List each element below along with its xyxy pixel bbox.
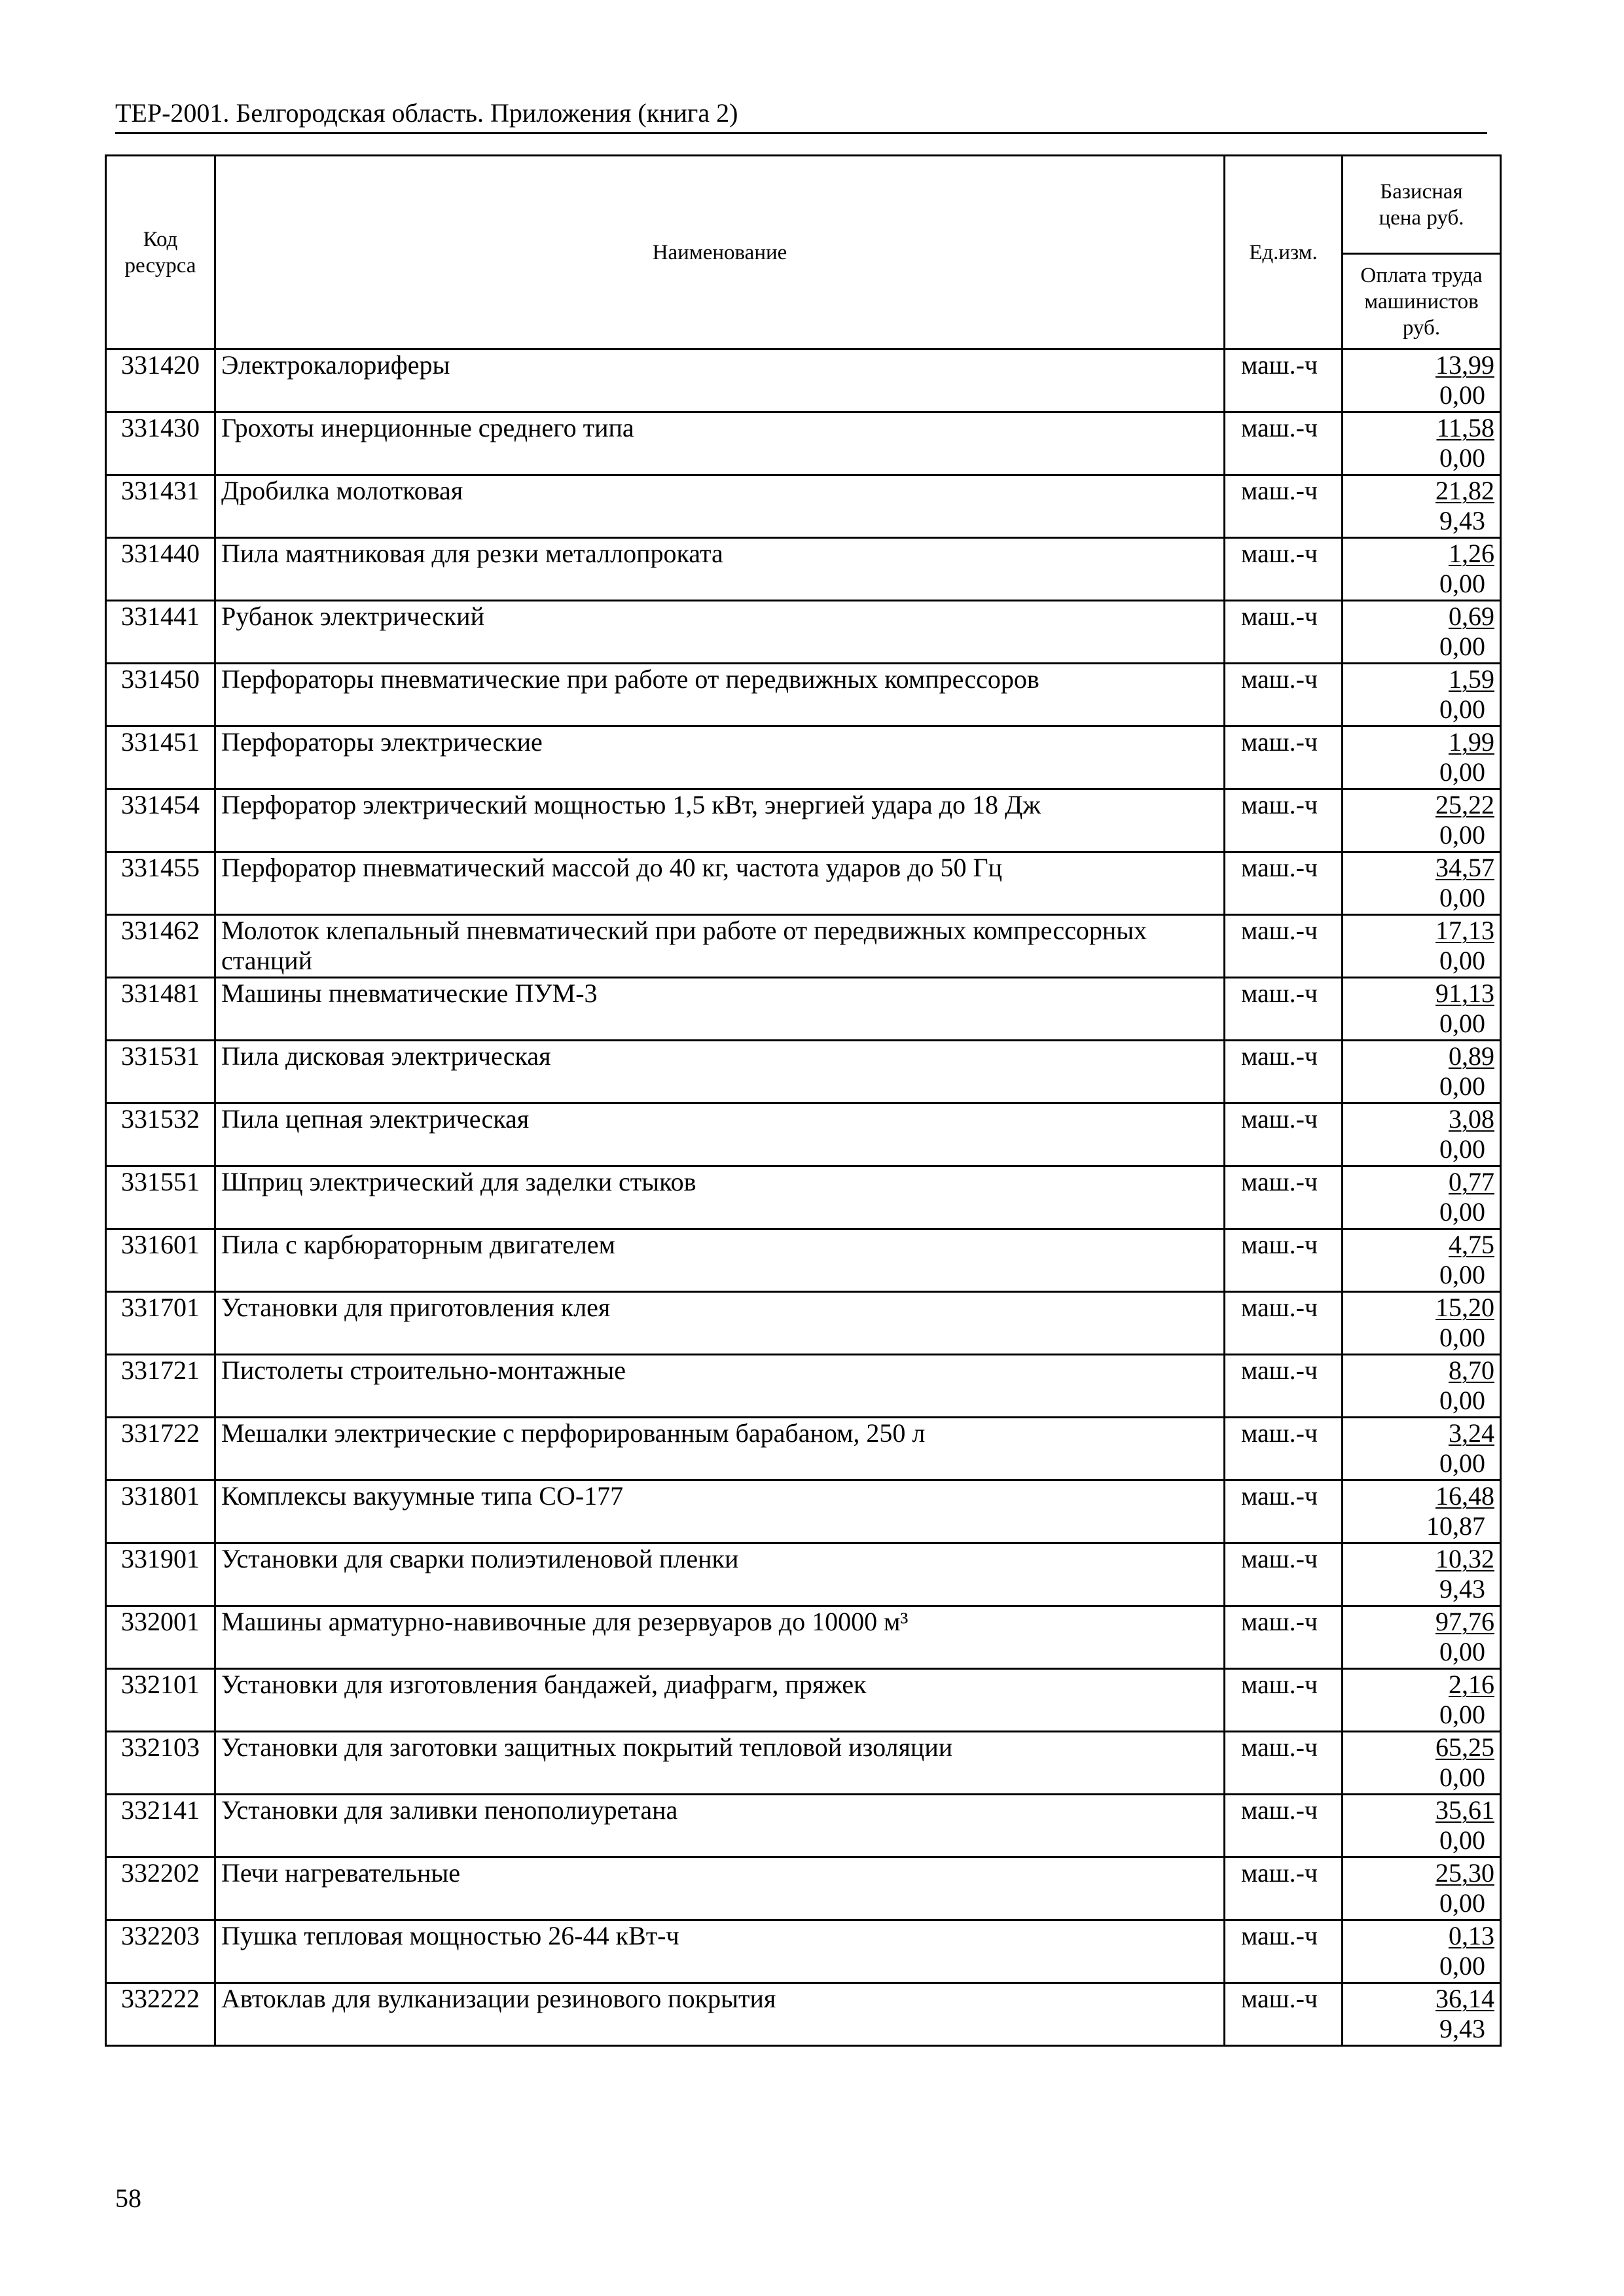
resource-unit: маш.-ч <box>1225 1480 1343 1543</box>
resource-unit: маш.-ч <box>1225 412 1343 475</box>
operator-wage: 0,00 <box>1439 820 1485 850</box>
price-cell <box>1343 1041 1501 1103</box>
resource-code: 331441 <box>106 601 215 664</box>
resource-name: Перфораторы электрические <box>215 726 1225 789</box>
resource-name: Установки для приготовления клея <box>215 1292 1225 1355</box>
resource-code: 331601 <box>106 1229 215 1292</box>
resource-code: 331701 <box>106 1292 215 1355</box>
table-row <box>106 726 1501 789</box>
resource-name: Машины арматурно-навивочные для резервуаров до 10000 м³ <box>215 1606 1225 1669</box>
resource-unit: маш.-ч <box>1225 915 1343 978</box>
operator-wage: 9,43 <box>1439 1574 1485 1604</box>
resource-unit: маш.-ч <box>1225 852 1343 915</box>
price-cell <box>1343 350 1501 412</box>
table-body <box>106 350 1501 2046</box>
price-cell <box>1343 1983 1501 2046</box>
header-wage: Оплата труда машинистов руб. <box>1343 254 1501 350</box>
resource-name: Пушка тепловая мощностью 26-44 кВт-ч <box>215 1920 1225 1983</box>
header-name: Наименование <box>215 156 1225 350</box>
resource-name: Дробилка молотковая <box>215 475 1225 538</box>
base-price: 17,13 <box>1435 916 1494 945</box>
resource-name: Установки для заготовки защитных покрытий тепловой изоляции <box>215 1732 1225 1795</box>
resource-unit: маш.-ч <box>1225 664 1343 726</box>
resource-code: 331532 <box>106 1103 215 1166</box>
resource-name: Пила дисковая электрическая <box>215 1041 1225 1103</box>
resource-name: Установки для изготовления бандажей, диафрагм, пряжек <box>215 1669 1225 1732</box>
table-row <box>106 1795 1501 1857</box>
price-cell <box>1343 1857 1501 1920</box>
table-row <box>106 1292 1501 1355</box>
resource-code: 331722 <box>106 1418 215 1480</box>
resource-code: 331450 <box>106 664 215 726</box>
table-row <box>106 412 1501 475</box>
base-price: 16,48 <box>1435 1481 1494 1511</box>
table-row <box>106 1920 1501 1983</box>
price-cell <box>1343 915 1501 978</box>
table-row <box>106 475 1501 538</box>
resource-unit: маш.-ч <box>1225 1355 1343 1418</box>
resource-name: Грохоты инерционные среднего типа <box>215 412 1225 475</box>
price-cell <box>1343 1480 1501 1543</box>
base-price: 25,30 <box>1435 1858 1494 1888</box>
price-cell <box>1343 538 1501 601</box>
resource-name: Машины пневматические ПУМ-3 <box>215 978 1225 1041</box>
table-row <box>106 1418 1501 1480</box>
table-row <box>106 1041 1501 1103</box>
resource-code: 331481 <box>106 978 215 1041</box>
base-price: 0,69 <box>1449 601 1494 631</box>
resource-code: 331551 <box>106 1166 215 1229</box>
resource-name: Пистолеты строительно-монтажные <box>215 1355 1225 1418</box>
resource-unit: маш.-ч <box>1225 1041 1343 1103</box>
resource-code: 331454 <box>106 789 215 852</box>
operator-wage: 0,00 <box>1439 1951 1485 1981</box>
base-price: 65,25 <box>1435 1732 1494 1762</box>
resource-code: 331440 <box>106 538 215 601</box>
table-row <box>106 852 1501 915</box>
operator-wage: 0,00 <box>1439 380 1485 410</box>
operator-wage: 0,00 <box>1439 1888 1485 1918</box>
operator-wage: 9,43 <box>1439 2014 1485 2043</box>
base-price: 34,57 <box>1435 853 1494 882</box>
base-price: 97,76 <box>1435 1607 1494 1636</box>
resource-unit: маш.-ч <box>1225 475 1343 538</box>
base-price: 21,82 <box>1435 476 1494 505</box>
table-row <box>106 1857 1501 1920</box>
document-title: ТЕР-2001. Белгородская область. Приложения (книга 2) <box>115 98 738 128</box>
operator-wage: 0,00 <box>1439 1071 1485 1101</box>
price-cell <box>1343 1543 1501 1606</box>
base-price: 11,58 <box>1436 413 1494 442</box>
operator-wage: 0,00 <box>1439 569 1485 598</box>
base-price: 91,13 <box>1435 978 1494 1008</box>
header-base-price: Базисная цена руб. <box>1343 156 1501 254</box>
resource-code: 332101 <box>106 1669 215 1732</box>
resource-unit: маш.-ч <box>1225 1418 1343 1480</box>
table-row <box>106 915 1501 978</box>
table-header <box>106 156 1501 350</box>
resource-code: 331451 <box>106 726 215 789</box>
price-cell <box>1343 1292 1501 1355</box>
resource-code: 331420 <box>106 350 215 412</box>
operator-wage: 0,00 <box>1439 1763 1485 1792</box>
table-row <box>106 1669 1501 1732</box>
table-row <box>106 1229 1501 1292</box>
base-price: 10,32 <box>1435 1544 1494 1573</box>
resource-name: Печи нагревательные <box>215 1857 1225 1920</box>
resource-name: Пила маятниковая для резки металлопроката <box>215 538 1225 601</box>
resource-table-container <box>105 154 1502 2047</box>
resource-unit: маш.-ч <box>1225 350 1343 412</box>
price-cell <box>1343 726 1501 789</box>
base-price: 25,22 <box>1435 790 1494 819</box>
table-row <box>106 1983 1501 2046</box>
base-price: 0,89 <box>1449 1041 1494 1071</box>
header-code: Код ресурса <box>106 156 215 350</box>
base-price: 3,24 <box>1449 1418 1494 1448</box>
resource-name: Мешалки электрические с перфорированным барабаном, 250 л <box>215 1418 1225 1480</box>
resource-name: Перфоратор пневматический массой до 40 кг, частота ударов до 50 Гц <box>215 852 1225 915</box>
table-row <box>106 1732 1501 1795</box>
resource-unit: маш.-ч <box>1225 1857 1343 1920</box>
resource-code: 331431 <box>106 475 215 538</box>
operator-wage: 0,00 <box>1439 632 1485 661</box>
resource-unit: маш.-ч <box>1225 1166 1343 1229</box>
operator-wage: 9,43 <box>1439 506 1485 535</box>
resource-code: 332001 <box>106 1606 215 1669</box>
resource-code: 332103 <box>106 1732 215 1795</box>
table-row <box>106 978 1501 1041</box>
price-cell <box>1343 601 1501 664</box>
base-price: 13,99 <box>1435 350 1494 380</box>
table-row <box>106 1543 1501 1606</box>
base-price: 0,13 <box>1449 1921 1494 1950</box>
resource-name: Перфоратор электрический мощностью 1,5 кВт, энергией удара до 18 Дж <box>215 789 1225 852</box>
resource-unit: маш.-ч <box>1225 1983 1343 2046</box>
resource-unit: маш.-ч <box>1225 538 1343 601</box>
resource-code: 332141 <box>106 1795 215 1857</box>
operator-wage: 0,00 <box>1439 1323 1485 1352</box>
table-row <box>106 538 1501 601</box>
price-cell <box>1343 1103 1501 1166</box>
resource-name: Установки для заливки пенополиуретана <box>215 1795 1225 1857</box>
table-row <box>106 664 1501 726</box>
resource-code: 332222 <box>106 1983 215 2046</box>
resource-unit: маш.-ч <box>1225 1543 1343 1606</box>
price-cell <box>1343 1418 1501 1480</box>
operator-wage: 10,87 <box>1426 1511 1485 1541</box>
resource-code: 331801 <box>106 1480 215 1543</box>
resource-unit: маш.-ч <box>1225 1606 1343 1669</box>
resource-name: Автоклав для вулканизации резинового покрытия <box>215 1983 1225 2046</box>
resource-name: Рубанок электрический <box>215 601 1225 664</box>
price-cell <box>1343 1229 1501 1292</box>
operator-wage: 0,00 <box>1439 1825 1485 1855</box>
price-cell <box>1343 664 1501 726</box>
operator-wage: 0,00 <box>1439 1009 1485 1038</box>
resource-name: Молоток клепальный пневматический при работе от передвижных компрессорных станций <box>215 915 1225 978</box>
resource-name: Установки для сварки полиэтиленовой пленки <box>215 1543 1225 1606</box>
price-cell <box>1343 789 1501 852</box>
resource-unit: маш.-ч <box>1225 1732 1343 1795</box>
header-unit: Ед.изм. <box>1225 156 1343 350</box>
table-row <box>106 1103 1501 1166</box>
resource-unit: маш.-ч <box>1225 1103 1343 1166</box>
base-price: 2,16 <box>1449 1670 1494 1699</box>
base-price: 1,26 <box>1449 539 1494 568</box>
table-row <box>106 350 1501 412</box>
resource-code: 331721 <box>106 1355 215 1418</box>
operator-wage: 0,00 <box>1439 1637 1485 1666</box>
table-row <box>106 789 1501 852</box>
table-row <box>106 1166 1501 1229</box>
resource-unit: маш.-ч <box>1225 789 1343 852</box>
operator-wage: 0,00 <box>1439 946 1485 975</box>
resource-name: Комплексы вакуумные типа СО-177 <box>215 1480 1225 1543</box>
base-price: 3,08 <box>1449 1104 1494 1134</box>
page-number: 58 <box>115 2183 141 2213</box>
resource-unit: маш.-ч <box>1225 1292 1343 1355</box>
operator-wage: 0,00 <box>1439 1700 1485 1729</box>
resource-name: Электрокалориферы <box>215 350 1225 412</box>
price-cell <box>1343 1669 1501 1732</box>
table-row <box>106 1355 1501 1418</box>
base-price: 35,61 <box>1435 1795 1494 1825</box>
resource-name: Шприц электрический для заделки стыков <box>215 1166 1225 1229</box>
resource-unit: маш.-ч <box>1225 601 1343 664</box>
price-cell <box>1343 475 1501 538</box>
price-cell <box>1343 1606 1501 1669</box>
resource-unit: маш.-ч <box>1225 1669 1343 1732</box>
table-row <box>106 1480 1501 1543</box>
base-price: 1,59 <box>1449 664 1494 694</box>
operator-wage: 0,00 <box>1439 1197 1485 1227</box>
price-cell <box>1343 1355 1501 1418</box>
operator-wage: 0,00 <box>1439 757 1485 787</box>
operator-wage: 0,00 <box>1439 1448 1485 1478</box>
price-cell <box>1343 1795 1501 1857</box>
resource-name: Пила цепная электрическая <box>215 1103 1225 1166</box>
price-cell <box>1343 1166 1501 1229</box>
resource-unit: маш.-ч <box>1225 726 1343 789</box>
resource-unit: маш.-ч <box>1225 1229 1343 1292</box>
operator-wage: 0,00 <box>1439 443 1485 473</box>
resource-code: 331462 <box>106 915 215 978</box>
resource-code: 332203 <box>106 1920 215 1983</box>
resource-unit: маш.-ч <box>1225 978 1343 1041</box>
operator-wage: 0,00 <box>1439 694 1485 724</box>
price-cell <box>1343 978 1501 1041</box>
base-price: 0,77 <box>1449 1167 1494 1196</box>
operator-wage: 0,00 <box>1439 1386 1485 1415</box>
resource-price-table <box>105 154 1502 2047</box>
price-cell <box>1343 1732 1501 1795</box>
operator-wage: 0,00 <box>1439 1134 1485 1164</box>
resource-code: 332202 <box>106 1857 215 1920</box>
operator-wage: 0,00 <box>1439 1260 1485 1289</box>
operator-wage: 0,00 <box>1439 883 1485 912</box>
resource-code: 331455 <box>106 852 215 915</box>
resource-unit: маш.-ч <box>1225 1795 1343 1857</box>
base-price: 36,14 <box>1435 1984 1494 2013</box>
page-header <box>115 97 1487 134</box>
table-row <box>106 601 1501 664</box>
resource-code: 331901 <box>106 1543 215 1606</box>
price-cell <box>1343 412 1501 475</box>
base-price: 1,99 <box>1449 727 1494 757</box>
resource-code: 331531 <box>106 1041 215 1103</box>
base-price: 4,75 <box>1449 1230 1494 1259</box>
resource-code: 331430 <box>106 412 215 475</box>
resource-name: Пила с карбюраторным двигателем <box>215 1229 1225 1292</box>
table-row <box>106 1606 1501 1669</box>
price-cell <box>1343 1920 1501 1983</box>
resource-name: Перфораторы пневматические при работе от передвижных компрессоров <box>215 664 1225 726</box>
price-cell <box>1343 852 1501 915</box>
base-price: 8,70 <box>1449 1355 1494 1385</box>
base-price: 15,20 <box>1435 1293 1494 1322</box>
resource-unit: маш.-ч <box>1225 1920 1343 1983</box>
